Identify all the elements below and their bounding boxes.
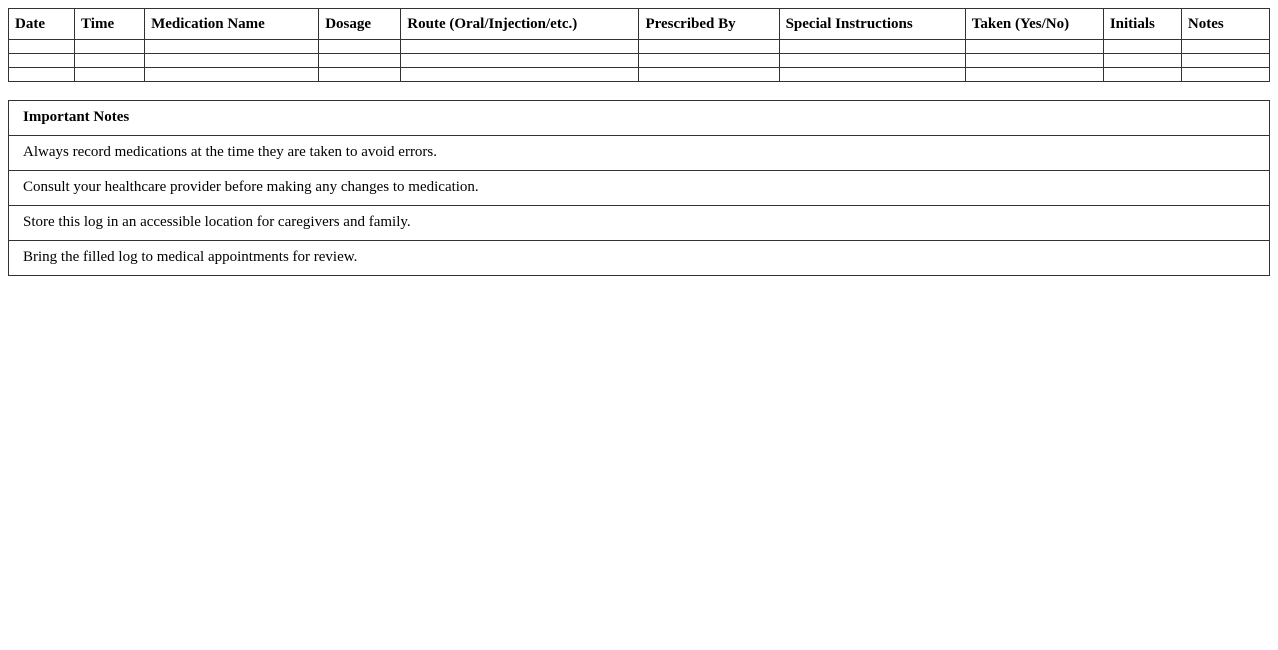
cell-route[interactable] [401, 54, 639, 68]
column-header-notes: Notes [1181, 9, 1269, 40]
cell-date[interactable] [9, 40, 75, 54]
cell-dosage[interactable] [319, 54, 401, 68]
column-header-prescribed-by: Prescribed By [639, 9, 779, 40]
cell-medication-name[interactable] [145, 54, 319, 68]
list-item [9, 136, 1270, 171]
cell-dosage[interactable] [319, 68, 401, 82]
list-item [9, 241, 1270, 276]
document-page [0, 0, 1278, 276]
cell-time[interactable] [75, 68, 145, 82]
cell-initials[interactable] [1103, 68, 1181, 82]
cell-dosage[interactable] [319, 40, 401, 54]
important-note-text: Consult your healthcare provider before making any changes to medication. [9, 171, 1270, 206]
table-row[interactable] [9, 40, 1270, 54]
column-header-time: Time [75, 9, 145, 40]
cell-notes[interactable] [1181, 68, 1269, 82]
cell-special-instructions[interactable] [779, 68, 965, 82]
column-header-date: Date [9, 9, 75, 40]
column-header-initials: Initials [1103, 9, 1181, 40]
cell-date[interactable] [9, 54, 75, 68]
cell-prescribed-by[interactable] [639, 68, 779, 82]
cell-time[interactable] [75, 40, 145, 54]
cell-initials[interactable] [1103, 40, 1181, 54]
important-notes-table [8, 100, 1270, 276]
notes-header-row [9, 101, 1270, 136]
cell-route[interactable] [401, 40, 639, 54]
cell-time[interactable] [75, 54, 145, 68]
cell-prescribed-by[interactable] [639, 54, 779, 68]
important-note-text: Bring the filled log to medical appointments for review. [9, 241, 1270, 276]
table-row[interactable] [9, 68, 1270, 82]
cell-special-instructions[interactable] [779, 40, 965, 54]
important-note-text: Store this log in an accessible location for caregivers and family. [9, 206, 1270, 241]
table-header-row [9, 9, 1270, 40]
column-header-dosage: Dosage [319, 9, 401, 40]
list-item [9, 206, 1270, 241]
cell-medication-name[interactable] [145, 68, 319, 82]
column-header-special-instructions: Special Instructions [779, 9, 965, 40]
cell-taken[interactable] [965, 68, 1103, 82]
cell-notes[interactable] [1181, 40, 1269, 54]
important-note-text: Always record medications at the time they are taken to avoid errors. [9, 136, 1270, 171]
cell-taken[interactable] [965, 40, 1103, 54]
cell-taken[interactable] [965, 54, 1103, 68]
cell-medication-name[interactable] [145, 40, 319, 54]
table-row[interactable] [9, 54, 1270, 68]
column-header-taken: Taken (Yes/No) [965, 9, 1103, 40]
cell-date[interactable] [9, 68, 75, 82]
list-item [9, 171, 1270, 206]
cell-initials[interactable] [1103, 54, 1181, 68]
cell-prescribed-by[interactable] [639, 40, 779, 54]
medication-log-table [8, 8, 1270, 82]
cell-special-instructions[interactable] [779, 54, 965, 68]
cell-route[interactable] [401, 68, 639, 82]
important-notes-title: Important Notes [9, 101, 1270, 136]
section-spacer [8, 82, 1270, 100]
column-header-medication-name: Medication Name [145, 9, 319, 40]
cell-notes[interactable] [1181, 54, 1269, 68]
column-header-route: Route (Oral/Injection/etc.) [401, 9, 639, 40]
